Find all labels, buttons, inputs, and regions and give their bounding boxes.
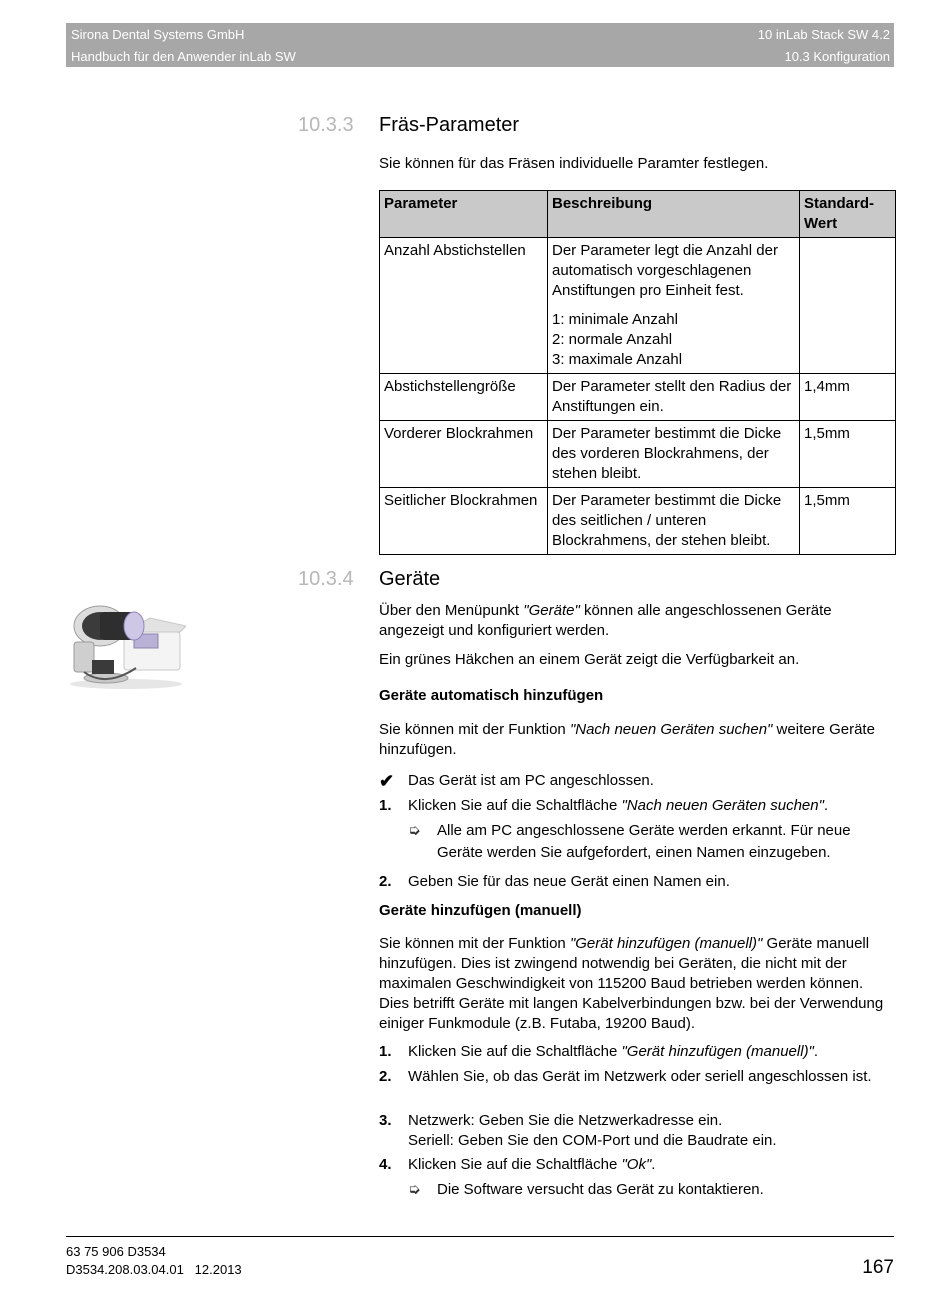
header-company: Sirona Dental Systems GmbH — [71, 27, 245, 42]
function-reference: "Gerät hinzufügen (manuell)" — [569, 935, 763, 952]
availability-note: Ein grünes Häkchen an einem Gerät zeigt die Verfügbarkeit an. — [379, 651, 800, 668]
option-line: 3: maximale Anzahl — [552, 351, 683, 368]
option-line: 1: minimale Anzahl — [552, 311, 678, 328]
result-arrow-icon: ➭ — [408, 822, 421, 839]
auto-add-intro: Sie können mit der Funktion "Nach neuen Geräten suchen" weitere Geräte hinzufügen. — [379, 721, 875, 758]
function-reference: "Nach neuen Geräten suchen" — [569, 721, 773, 738]
footer-doc-number: 63 75 906 D3534 — [66, 1244, 166, 1259]
checkmark-icon: ✔ — [379, 771, 395, 791]
table-cell-param: Abstichstellengröße — [380, 374, 548, 421]
table-cell-desc: Der Parameter bestimmt die Dicke des vorderen Blockrahmens, der stehen bleibt. — [548, 421, 800, 488]
table-row — [380, 238, 896, 374]
table-row — [380, 488, 896, 555]
table-cell-value — [800, 238, 896, 374]
section-title: Geräte — [379, 568, 441, 590]
table-cell-value: 1,5mm — [800, 421, 896, 488]
subheading-auto-add: Geräte automatisch hinzufügen — [379, 687, 604, 704]
table-header-row — [380, 191, 896, 238]
footer-divider — [66, 1236, 894, 1237]
devices-intro: Über den Menüpunkt "Geräte" können alle angeschlossenen Geräte angezeigt und konfiguriert werden. — [379, 602, 832, 639]
table-cell-value: 1,5mm — [800, 488, 896, 555]
section-number: 10.3.4 — [298, 568, 354, 590]
header-chapter: 10 inLab Stack SW 4.2 — [757, 27, 890, 42]
table-cell-param: Vorderer Blockrahmen — [380, 421, 548, 488]
manual-add-intro: Sie können mit der Funktion "Gerät hinzufügen (manuell)" Geräte manuell hinzufügen. Dies ist zwingend notwendig bei Geräten, die nicht mit der maximalen Geschwindigkeit von 115200 Baud betrieben werden können. Dies betrifft Geräte mit langen Kabelverbindungen bzw. bei der Verwendung einiger Funkmodule (z.B. Futaba, 19200 Baud). — [379, 935, 884, 1032]
section-intro: Sie können für das Fräsen individuelle Paramter festlegen. — [379, 155, 769, 172]
table-cell-desc — [548, 238, 800, 374]
section-title: Fräs-Parameter — [379, 114, 520, 136]
footer-doc-code: D3534.208.03.04.01 12.2013 — [66, 1262, 242, 1277]
table-cell-param: Seitlicher Blockrahmen — [380, 488, 548, 555]
desc-text: Der Parameter legt die Anzahl der automatisch vorgeschlagenen Anstiftungen pro Einheit fest. — [552, 242, 778, 299]
header-section: 10.3 Konfiguration — [784, 49, 890, 64]
option-line: 2: normale Anzahl — [552, 331, 673, 348]
table-cell-desc: Der Parameter bestimmt die Dicke des seitlichen / unteren Blockrahmens, der stehen bleibt. — [548, 488, 800, 555]
table-row — [380, 374, 896, 421]
milling-unit-illustration — [66, 598, 186, 690]
parameter-table — [379, 190, 896, 555]
result-arrow-icon: ➭ — [408, 1181, 421, 1198]
table-cell-desc: Der Parameter stellt den Radius der Anstiftungen ein. — [548, 374, 800, 421]
section-number: 10.3.3 — [298, 114, 354, 136]
table-cell-value: 1,4mm — [800, 374, 896, 421]
table-header-cell: Parameter — [380, 191, 548, 238]
table-header-cell: Beschreibung — [548, 191, 800, 238]
page-header — [66, 23, 894, 67]
subheading-manual-add: Geräte hinzufügen (manuell) — [379, 902, 582, 919]
table-cell-param: Anzahl Abstichstellen — [380, 238, 548, 374]
page-number: 167 — [862, 1257, 894, 1278]
table-header-cell: Standard-Wert — [800, 191, 896, 238]
menu-reference: "Geräte" — [523, 602, 580, 619]
table-row — [380, 421, 896, 488]
header-manual: Handbuch für den Anwender inLab SW — [71, 49, 296, 64]
